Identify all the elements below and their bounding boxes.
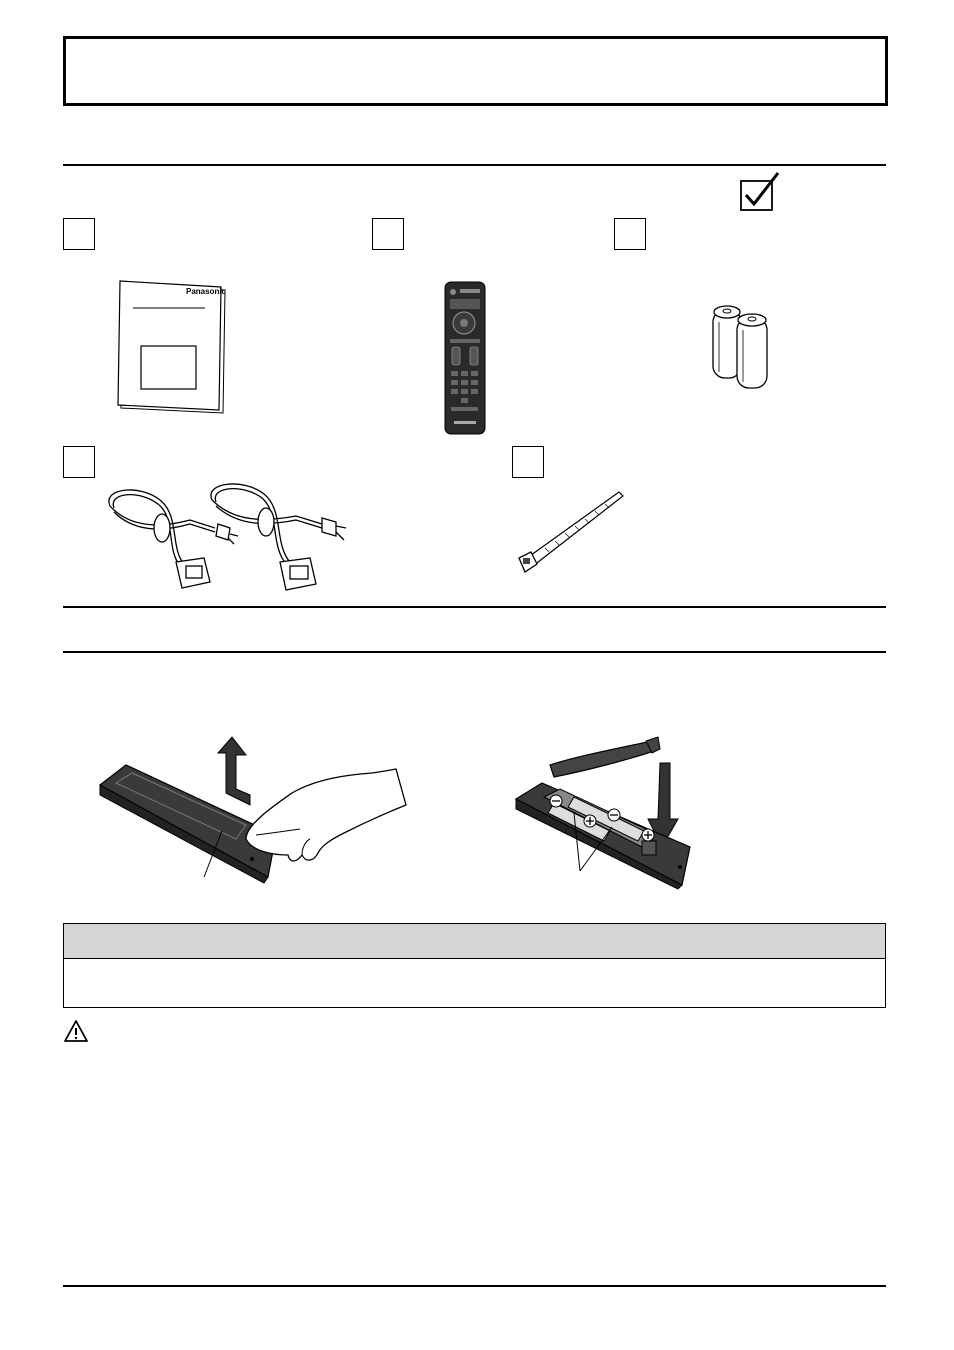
section-divider-battery-install <box>63 651 886 653</box>
accessory-checkbox-1[interactable] <box>63 218 95 250</box>
accessory-checkbox-5[interactable] <box>512 446 544 478</box>
accessory-checkbox-4[interactable] <box>63 446 95 478</box>
booklet-icon <box>115 280 230 415</box>
remote-control-icon <box>444 281 486 436</box>
checkmark-icon <box>740 172 782 214</box>
note-box-header <box>64 924 885 959</box>
section-divider-lower <box>63 606 886 608</box>
booklet-brand-label: Panasonic <box>185 287 226 296</box>
section-divider-accessories <box>63 164 886 166</box>
note-box <box>63 923 886 1008</box>
footer-divider <box>63 1285 886 1287</box>
insert-batteries-icon <box>514 735 694 890</box>
accessory-checkbox-2[interactable] <box>372 218 404 250</box>
battery-icon <box>710 302 772 392</box>
accessory-checkbox-3[interactable] <box>614 218 646 250</box>
open-cover-icon <box>96 735 412 885</box>
power-cord-icon <box>100 478 360 596</box>
warning-triangle-icon <box>63 1019 89 1043</box>
page-title-box <box>63 36 888 106</box>
cable-tie-icon <box>515 488 627 578</box>
